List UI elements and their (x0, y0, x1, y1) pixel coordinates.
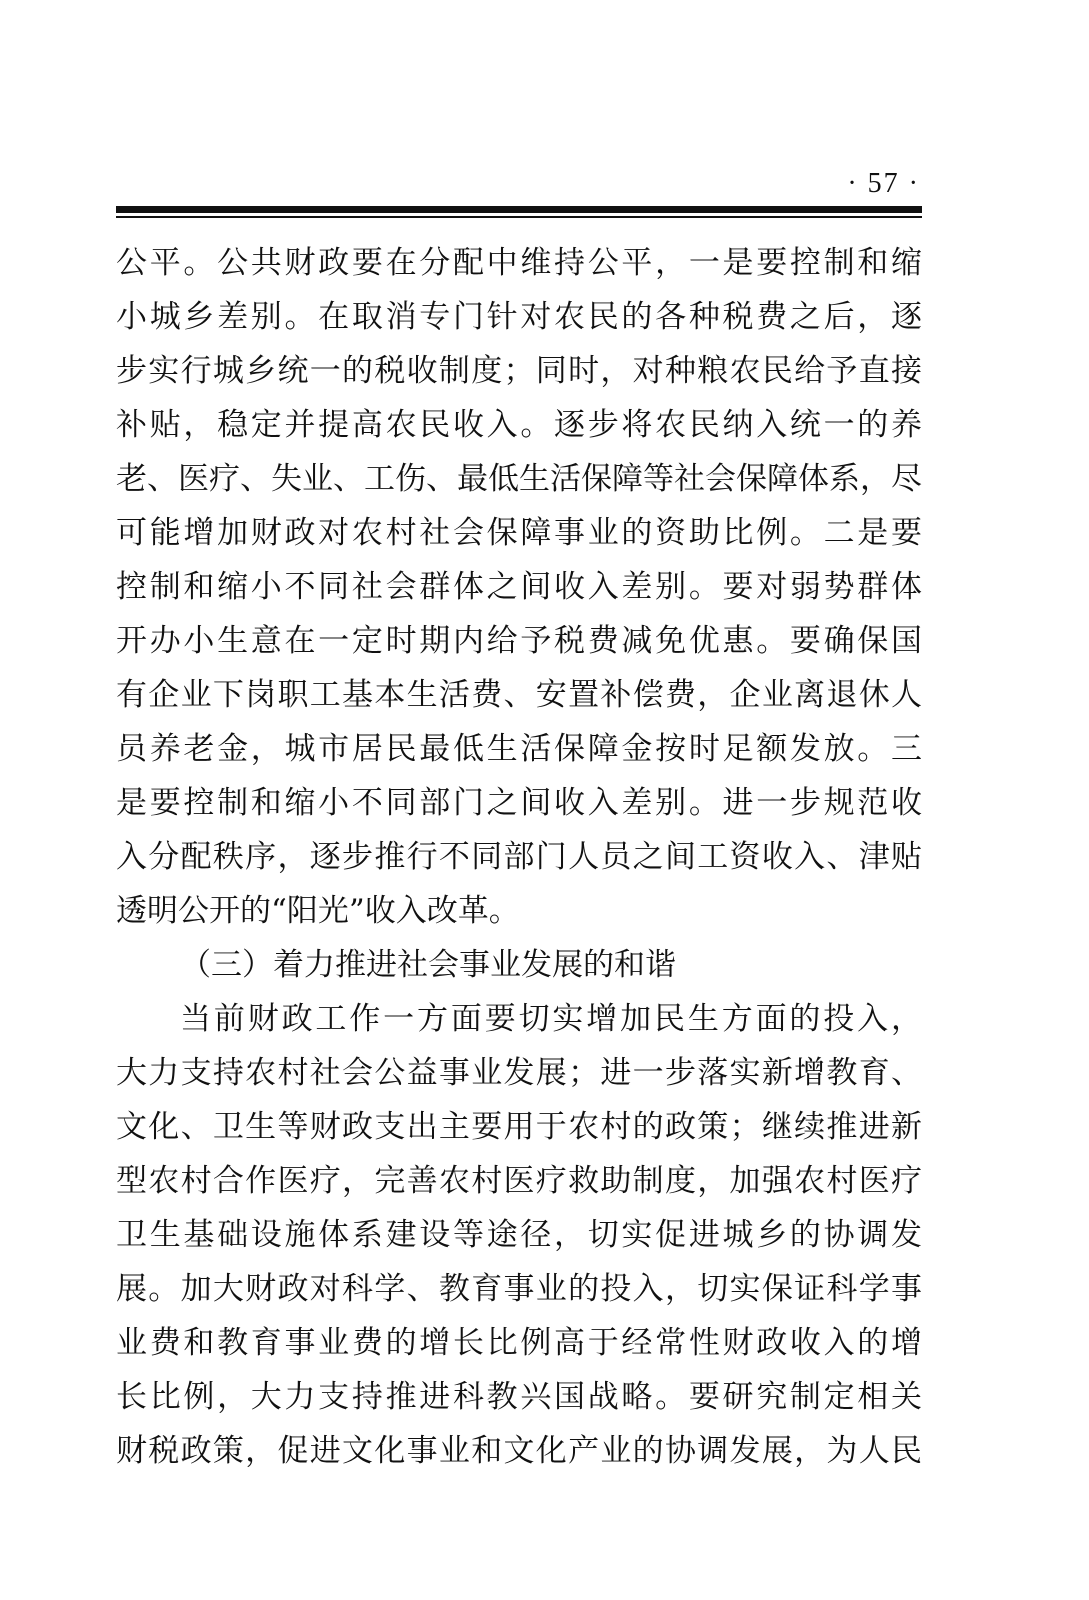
text-line: 有企业下岗职工基本生活费、安置补偿费，企业离退休人 (116, 677, 922, 713)
text-line: 财税政策，促进文化事业和文化产业的协调发展，为人民 (116, 1433, 922, 1469)
text-line: 卫生基础设施体系建设等途径，切实促进城乡的协调发 (116, 1217, 922, 1253)
text-line: 展。加大财政对科学、教育事业的投入，切实保证科学事 (116, 1271, 922, 1307)
header-rule-thick (116, 206, 922, 213)
text-line: 补贴，稳定并提高农民收入。逐步将农民纳入统一的养 (116, 407, 922, 443)
text-line: 公平。公共财政要在分配中维持公平，一是要控制和缩 (116, 245, 922, 281)
text-line: 控制和缩小不同社会群体之间收入差别。要对弱势群体 (116, 569, 922, 605)
text-line: 长比例，大力支持推进科教兴国战略。要研究制定相关 (116, 1379, 922, 1415)
text-line: 员养老金，城市居民最低生活保障金按时足额发放。三 (116, 731, 922, 767)
text-line: 型农村合作医疗，完善农村医疗救助制度，加强农村医疗 (116, 1163, 922, 1199)
text-line: 老、医疗、失业、工伤、最低生活保障等社会保障体系，尽 (116, 461, 922, 497)
text-line: 业费和教育事业费的增长比例高于经常性财政收入的增 (116, 1325, 922, 1361)
text-line: 开办小生意在一定时期内给予税费减免优惠。要确保国 (116, 623, 922, 659)
text-line: 是要控制和缩小不同部门之间收入差别。进一步规范收 (116, 785, 922, 821)
text-line: 可能增加财政对农村社会保障事业的资助比例。二是要 (116, 515, 922, 551)
header-rule-thin (116, 216, 922, 218)
text-line: 透明公开的“阳光”收入改革。 (116, 893, 520, 929)
text-line: 入分配秩序，逐步推行不同部门人员之间工资收入、津贴 (116, 839, 922, 875)
page-number: · 57 · (847, 168, 920, 199)
text-line: 小城乡差别。在取消专门针对农民的各种税费之后，逐 (116, 299, 922, 335)
section-heading: （三）着力推进社会事业发展的和谐 (180, 947, 676, 983)
text-line: 文化、卫生等财政支出主要用于农村的政策；继续推进新 (116, 1109, 922, 1145)
text-line: 大力支持农村社会公益事业发展；进一步落实新增教育、 (116, 1055, 922, 1091)
text-line: 步实行城乡统一的税收制度；同时，对种粮农民给予直接 (116, 353, 922, 389)
body-text (116, 236, 922, 1478)
text-line: 当前财政工作一方面要切实增加民生方面的投入， (180, 1001, 922, 1037)
